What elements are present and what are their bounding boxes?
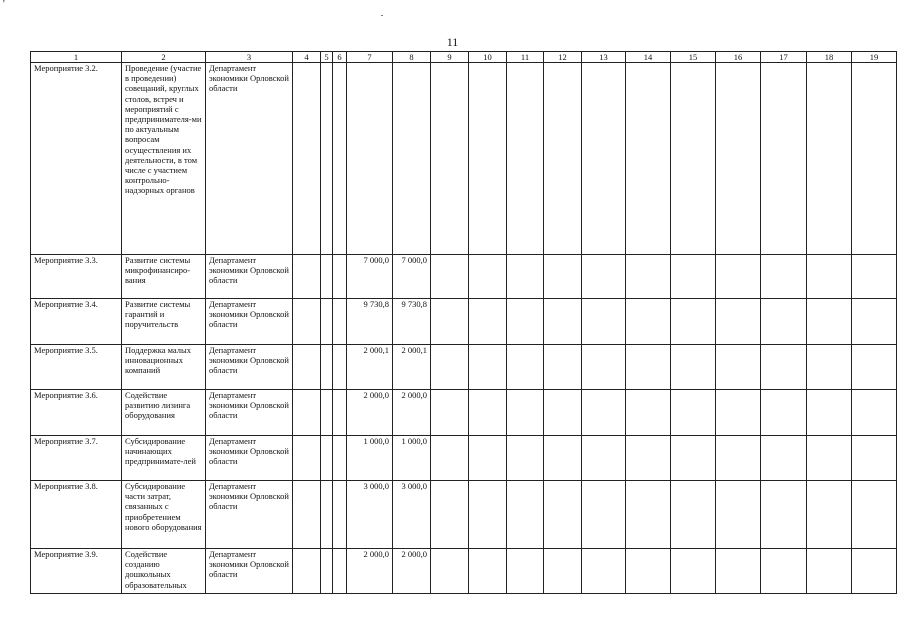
cell-col-14 [626, 549, 671, 594]
table-row [31, 299, 897, 345]
cell-col-19 [852, 299, 897, 345]
cell-col-11 [507, 390, 544, 436]
measure-name: Мероприятие 3.6. [31, 390, 122, 436]
cell-col-4 [293, 481, 321, 549]
measure-name: Мероприятие 3.2. [31, 63, 122, 255]
cell-col-12 [544, 481, 582, 549]
cell-col-14 [626, 63, 671, 255]
cell-col-6 [333, 63, 347, 255]
funding-col-7: 2 000,0 [347, 390, 393, 436]
cell-col-9 [431, 299, 469, 345]
column-number-9: 9 [431, 52, 469, 63]
measure-name: Мероприятие 3.4. [31, 299, 122, 345]
cell-col-15 [671, 481, 716, 549]
cell-col-13 [582, 481, 626, 549]
funding-col-7: 2 000,1 [347, 345, 393, 390]
cell-col-11 [507, 481, 544, 549]
column-number-16: 16 [716, 52, 761, 63]
cell-col-4 [293, 390, 321, 436]
cell-col-16 [716, 299, 761, 345]
corner-mark: ' [3, 0, 5, 10]
cell-col-16 [716, 549, 761, 594]
cell-col-10 [469, 299, 507, 345]
cell-col-12 [544, 63, 582, 255]
funding-col-7: 3 000,0 [347, 481, 393, 549]
cell-col-9 [431, 549, 469, 594]
cell-col-19 [852, 63, 897, 255]
column-number-5: 5 [321, 52, 333, 63]
column-number-4: 4 [293, 52, 321, 63]
cell-col-19 [852, 436, 897, 481]
cell-col-17 [761, 436, 807, 481]
cell-col-14 [626, 345, 671, 390]
executor: Департамент экономики Орловской области [206, 299, 293, 345]
executor: Департамент экономики Орловской области [206, 436, 293, 481]
measure-description: Развитие системы микрофинансиро-вания [122, 255, 206, 299]
cell-col-12 [544, 299, 582, 345]
scan-speck [381, 15, 383, 16]
cell-col-17 [761, 390, 807, 436]
cell-col-5 [321, 63, 333, 255]
column-number-8: 8 [393, 52, 431, 63]
executor: Департамент экономики Орловской области [206, 63, 293, 255]
executor: Департамент экономики Орловской области [206, 481, 293, 549]
column-number-17: 17 [761, 52, 807, 63]
column-number-1: 1 [31, 52, 122, 63]
cell-col-10 [469, 481, 507, 549]
cell-col-17 [761, 299, 807, 345]
cell-col-16 [716, 481, 761, 549]
cell-col-16 [716, 63, 761, 255]
column-number-19: 19 [852, 52, 897, 63]
cell-col-18 [807, 345, 852, 390]
cell-col-11 [507, 63, 544, 255]
funding-col-8 [393, 63, 431, 255]
cell-col-17 [761, 63, 807, 255]
funding-col-7: 9 730,8 [347, 299, 393, 345]
column-number-18: 18 [807, 52, 852, 63]
cell-col-5 [321, 299, 333, 345]
cell-col-5 [321, 549, 333, 594]
measure-name: Мероприятие 3.9. [31, 549, 122, 594]
cell-col-12 [544, 255, 582, 299]
cell-col-5 [321, 436, 333, 481]
cell-col-13 [582, 436, 626, 481]
cell-col-6 [333, 255, 347, 299]
measure-description: Содействие развитию лизинга оборудования [122, 390, 206, 436]
table-row [31, 345, 897, 390]
cell-col-15 [671, 63, 716, 255]
cell-col-14 [626, 481, 671, 549]
cell-col-17 [761, 549, 807, 594]
cell-col-11 [507, 255, 544, 299]
cell-col-14 [626, 436, 671, 481]
cell-col-10 [469, 255, 507, 299]
cell-col-4 [293, 345, 321, 390]
measure-name: Мероприятие 3.8. [31, 481, 122, 549]
cell-col-11 [507, 299, 544, 345]
funding-col-7: 1 000,0 [347, 436, 393, 481]
cell-col-6 [333, 481, 347, 549]
column-number-11: 11 [507, 52, 544, 63]
cell-col-9 [431, 436, 469, 481]
cell-col-15 [671, 549, 716, 594]
page-number: 11 [446, 35, 459, 49]
funding-col-7: 2 000,0 [347, 549, 393, 594]
table-row [31, 390, 897, 436]
measure-description: Субсидирование начинающих предприниматe-лей [122, 436, 206, 481]
cell-col-17 [761, 345, 807, 390]
executor: Департамент экономики Орловской области [206, 345, 293, 390]
cell-col-13 [582, 299, 626, 345]
funding-col-8: 2 000,1 [393, 345, 431, 390]
funding-col-7: 7 000,0 [347, 255, 393, 299]
column-number-14: 14 [626, 52, 671, 63]
table-body [31, 63, 897, 594]
cell-col-18 [807, 390, 852, 436]
cell-col-4 [293, 299, 321, 345]
measure-name: Мероприятие 3.5. [31, 345, 122, 390]
cell-col-17 [761, 481, 807, 549]
cell-col-9 [431, 481, 469, 549]
table-row [31, 436, 897, 481]
column-number-15: 15 [671, 52, 716, 63]
cell-col-10 [469, 436, 507, 481]
cell-col-9 [431, 345, 469, 390]
cell-col-15 [671, 390, 716, 436]
cell-col-19 [852, 481, 897, 549]
cell-col-14 [626, 299, 671, 345]
cell-col-4 [293, 436, 321, 481]
column-number-13: 13 [582, 52, 626, 63]
cell-col-13 [582, 345, 626, 390]
measure-description: Проведение (участие в проведении) совещаний, круглых столов, встреч и мероприятий с предпринимателя-ми по актуальным вопросам осуществления их деятельности, в том числе с участием контрольно-надзорных органов [122, 63, 206, 255]
executor: Департамент экономики Орловской области [206, 255, 293, 299]
column-number-2: 2 [122, 52, 206, 63]
cell-col-15 [671, 299, 716, 345]
column-number-row [31, 52, 897, 63]
cell-col-6 [333, 436, 347, 481]
table-row [31, 255, 897, 299]
table-row [31, 481, 897, 549]
cell-col-18 [807, 63, 852, 255]
cell-col-12 [544, 390, 582, 436]
funding-col-8: 9 730,8 [393, 299, 431, 345]
cell-col-18 [807, 255, 852, 299]
measure-description: Субсидирование части затрат, связанных с приобретением нового оборудования [122, 481, 206, 549]
funding-col-8: 1 000,0 [393, 436, 431, 481]
cell-col-16 [716, 345, 761, 390]
cell-col-5 [321, 345, 333, 390]
cell-col-14 [626, 390, 671, 436]
measure-description: Развитие системы гарантий и поручительств [122, 299, 206, 345]
cell-col-18 [807, 299, 852, 345]
cell-col-10 [469, 63, 507, 255]
cell-col-12 [544, 549, 582, 594]
table-row [31, 549, 897, 594]
table-row [31, 63, 897, 255]
cell-col-15 [671, 436, 716, 481]
cell-col-17 [761, 255, 807, 299]
cell-col-4 [293, 63, 321, 255]
cell-col-9 [431, 390, 469, 436]
executor: Департамент экономики Орловской области [206, 390, 293, 436]
cell-col-16 [716, 390, 761, 436]
measure-description: Поддержка малых инновационных компаний [122, 345, 206, 390]
funding-col-8: 7 000,0 [393, 255, 431, 299]
measure-name: Мероприятие 3.3. [31, 255, 122, 299]
cell-col-13 [582, 390, 626, 436]
cell-col-16 [716, 255, 761, 299]
column-number-6: 6 [333, 52, 347, 63]
cell-col-5 [321, 255, 333, 299]
cell-col-4 [293, 255, 321, 299]
column-number-12: 12 [544, 52, 582, 63]
funding-col-7 [347, 63, 393, 255]
cell-col-13 [582, 255, 626, 299]
cell-col-6 [333, 390, 347, 436]
cell-col-10 [469, 390, 507, 436]
cell-col-15 [671, 255, 716, 299]
program-measures-table [30, 51, 897, 594]
cell-col-11 [507, 345, 544, 390]
cell-col-6 [333, 299, 347, 345]
funding-col-8: 2 000,0 [393, 390, 431, 436]
cell-col-19 [852, 255, 897, 299]
cell-col-12 [544, 345, 582, 390]
funding-col-8: 3 000,0 [393, 481, 431, 549]
executor: Департамент экономики Орловской области [206, 549, 293, 594]
cell-col-18 [807, 549, 852, 594]
cell-col-11 [507, 436, 544, 481]
cell-col-13 [582, 549, 626, 594]
cell-col-9 [431, 255, 469, 299]
cell-col-11 [507, 549, 544, 594]
measure-name: Мероприятие 3.7. [31, 436, 122, 481]
cell-col-14 [626, 255, 671, 299]
cell-col-15 [671, 345, 716, 390]
cell-col-10 [469, 345, 507, 390]
cell-col-16 [716, 436, 761, 481]
cell-col-13 [582, 63, 626, 255]
cell-col-4 [293, 549, 321, 594]
cell-col-19 [852, 549, 897, 594]
cell-col-10 [469, 549, 507, 594]
column-number-7: 7 [347, 52, 393, 63]
funding-col-8: 2 000,0 [393, 549, 431, 594]
cell-col-19 [852, 390, 897, 436]
cell-col-18 [807, 481, 852, 549]
cell-col-6 [333, 549, 347, 594]
cell-col-5 [321, 481, 333, 549]
column-number-10: 10 [469, 52, 507, 63]
cell-col-12 [544, 436, 582, 481]
cell-col-6 [333, 345, 347, 390]
cell-col-18 [807, 436, 852, 481]
cell-col-5 [321, 390, 333, 436]
measure-description: Содействие созданию дошкольных образовательных [122, 549, 206, 594]
cell-col-9 [431, 63, 469, 255]
column-number-3: 3 [206, 52, 293, 63]
cell-col-19 [852, 345, 897, 390]
